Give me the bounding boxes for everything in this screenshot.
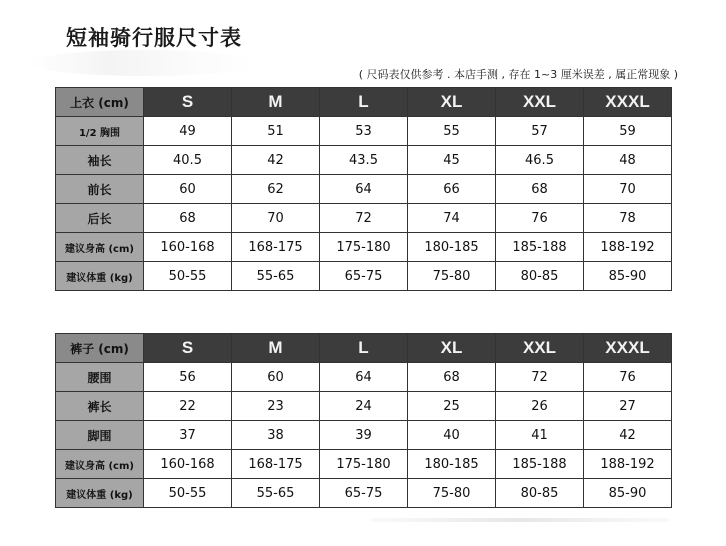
shirt-table-cell: 48 [584, 146, 672, 175]
pants-table-cell: 37 [144, 421, 232, 450]
shirt-table-cell: 40.5 [144, 146, 232, 175]
pants-table-cell: 60 [232, 363, 320, 392]
shirt-table-cell: 72 [320, 204, 408, 233]
shirt-table-cell: 168-175 [232, 233, 320, 262]
pants-table-cell: 76 [584, 363, 672, 392]
page-title: 短袖骑行服尺寸表 [66, 26, 242, 50]
pants-table-cell: 55-65 [232, 479, 320, 508]
pants-table-cell: 27 [584, 392, 672, 421]
shirt-table-cell: 64 [320, 175, 408, 204]
pants-table-cell: 22 [144, 392, 232, 421]
shirt-header-label: 上衣 (cm) [56, 88, 144, 117]
shirt-table-cell: 53 [320, 117, 408, 146]
pants-size-table [55, 333, 672, 508]
shirt-table-cell: 180-185 [408, 233, 496, 262]
pants-table-cell: 24 [320, 392, 408, 421]
pants-table-cell: 185-188 [496, 450, 584, 479]
size-header: XXL [496, 334, 584, 363]
shirt-table-cell: 62 [232, 175, 320, 204]
pants-table-row [56, 363, 672, 392]
pants-table-cell: 72 [496, 363, 584, 392]
pants-row-label: 裤长 [56, 392, 144, 421]
pants-table-cell: 38 [232, 421, 320, 450]
shirt-row-label: 袖长 [56, 146, 144, 175]
pants-table-cell: 80-85 [496, 479, 584, 508]
size-header: XL [408, 88, 496, 117]
shirt-table-cell: 175-180 [320, 233, 408, 262]
shirt-row-label: 1/2 胸围 [56, 117, 144, 146]
pants-row-label: 腰围 [56, 363, 144, 392]
pants-table-cell: 160-168 [144, 450, 232, 479]
pants-row-label: 建议身高 (cm) [56, 450, 144, 479]
pants-table-cell: 68 [408, 363, 496, 392]
shirt-table-cell: 160-168 [144, 233, 232, 262]
size-header: XXXL [584, 334, 672, 363]
shirt-table-cell: 68 [496, 175, 584, 204]
size-header: L [320, 88, 408, 117]
shirt-table-cell: 70 [584, 175, 672, 204]
shirt-table-cell: 85-90 [584, 262, 672, 291]
shirt-table-row [56, 262, 672, 291]
shirt-row-label: 建议体重 (kg) [56, 262, 144, 291]
size-header: XXXL [584, 88, 672, 117]
pants-table-cell: 175-180 [320, 450, 408, 479]
shirt-table-row [56, 204, 672, 233]
shirt-table-cell: 78 [584, 204, 672, 233]
pants-table-cell: 168-175 [232, 450, 320, 479]
shirt-table-cell: 66 [408, 175, 496, 204]
pants-table-cell: 75-80 [408, 479, 496, 508]
shirt-table-cell: 49 [144, 117, 232, 146]
shirt-table-cell: 50-55 [144, 262, 232, 291]
pants-table-cell: 188-192 [584, 450, 672, 479]
pants-table-cell: 26 [496, 392, 584, 421]
shirt-table-row [56, 117, 672, 146]
shirt-row-label: 后长 [56, 204, 144, 233]
pants-header-label: 裤子 (cm) [56, 334, 144, 363]
shirt-header-row [56, 88, 672, 117]
shirt-table-cell: 188-192 [584, 233, 672, 262]
pants-table-cell: 23 [232, 392, 320, 421]
pants-table-cell: 40 [408, 421, 496, 450]
shirt-table-cell: 55 [408, 117, 496, 146]
shirt-table-row [56, 175, 672, 204]
pants-table-cell: 25 [408, 392, 496, 421]
shirt-table-cell: 59 [584, 117, 672, 146]
shirt-table-cell: 80-85 [496, 262, 584, 291]
shirt-table-cell: 42 [232, 146, 320, 175]
pants-table-row [56, 450, 672, 479]
shirt-table-row [56, 233, 672, 262]
size-header: XXL [496, 88, 584, 117]
pants-table-cell: 41 [496, 421, 584, 450]
size-header: M [232, 334, 320, 363]
shirt-row-label: 前长 [56, 175, 144, 204]
title-background-smear [30, 50, 260, 76]
pants-table-cell: 180-185 [408, 450, 496, 479]
pants-row-label: 脚围 [56, 421, 144, 450]
shirt-size-table [55, 87, 672, 291]
pants-header-row [56, 334, 672, 363]
pants-table-cell: 65-75 [320, 479, 408, 508]
size-header: L [320, 334, 408, 363]
shirt-table-cell: 46.5 [496, 146, 584, 175]
pants-table-cell: 64 [320, 363, 408, 392]
shirt-table-row [56, 146, 672, 175]
pants-table-row [56, 392, 672, 421]
shirt-row-label: 建议身高 (cm) [56, 233, 144, 262]
pants-table-cell: 39 [320, 421, 408, 450]
measurement-note: ( 尺码表仅供参考 . 本店手测 , 存在 1~3 厘米误差 , 属正常现象 ) [358, 68, 678, 81]
pants-table-cell: 56 [144, 363, 232, 392]
shirt-table-cell: 55-65 [232, 262, 320, 291]
pants-row-label: 建议体重 (kg) [56, 479, 144, 508]
pants-table-row [56, 421, 672, 450]
shirt-table-cell: 76 [496, 204, 584, 233]
shirt-table-cell: 45 [408, 146, 496, 175]
shirt-table-cell: 57 [496, 117, 584, 146]
shirt-table-cell: 65-75 [320, 262, 408, 291]
shirt-table-cell: 43.5 [320, 146, 408, 175]
pants-table-cell: 85-90 [584, 479, 672, 508]
shirt-table-cell: 74 [408, 204, 496, 233]
shirt-table-cell: 70 [232, 204, 320, 233]
pants-table-cell: 50-55 [144, 479, 232, 508]
pants-table-cell: 42 [584, 421, 672, 450]
shirt-table-cell: 51 [232, 117, 320, 146]
size-header: M [232, 88, 320, 117]
bottom-watermark-strip [370, 518, 670, 522]
shirt-table-cell: 68 [144, 204, 232, 233]
pants-table-row [56, 479, 672, 508]
shirt-table-cell: 75-80 [408, 262, 496, 291]
size-header: S [144, 88, 232, 117]
size-header: XL [408, 334, 496, 363]
size-header: S [144, 334, 232, 363]
shirt-table-cell: 185-188 [496, 233, 584, 262]
shirt-table-cell: 60 [144, 175, 232, 204]
